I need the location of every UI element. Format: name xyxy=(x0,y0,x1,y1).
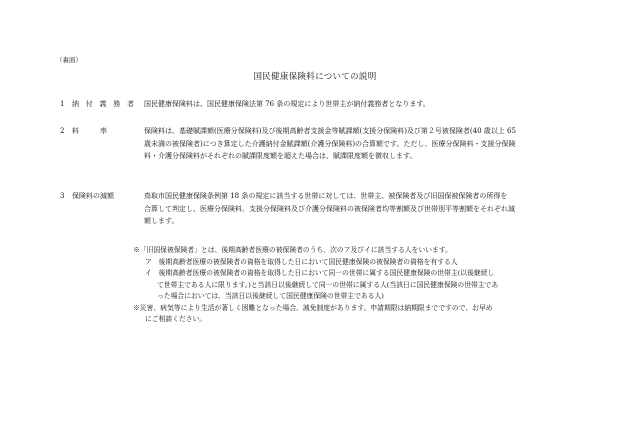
body-line: 料・介護分保険料がそれぞれの賦課限度額を超えた場合は、賦課限度額を徴収します。 xyxy=(144,152,417,160)
item-number: 2 xyxy=(60,127,65,135)
item-body xyxy=(144,125,624,163)
item-label: 納付義務者 xyxy=(72,100,134,108)
notes-section xyxy=(133,245,573,326)
page-side-tag: （裏面） xyxy=(56,56,82,64)
item-body xyxy=(144,190,624,228)
note-line: ア 後期高齢者医療の被保険者の資格を取得した日において国民健康保険の被保険者の資格を有する人 xyxy=(145,257,458,266)
item-number: 1 xyxy=(60,100,65,108)
body-line: 鳥取市国民健康保険条例第 18 条の規定に該当する世帯に対しては、世帯主、被保険者及び旧国保被保険者の所得を xyxy=(144,192,508,200)
note-line: にご相談ください。 xyxy=(145,315,207,323)
note-line: イ 後期高齢者医療の被保険者の資格を取得した日において同一の世帯に属する国民健康保険の世帯主(以後継続し xyxy=(145,269,495,277)
body-line: 保険料は、基礎賦課額(医療分保険料)及び後期高齢者支援金等賦課額(支援分保険料)及び第２号被保険者(40 歳以上 65 xyxy=(144,127,516,135)
body-line: 合算して判定し、医療分保険料、支援分保険料及び介護分保険料の被保険者均等割額及び世帯別平等割額をそれぞれ減 xyxy=(144,204,515,213)
note-line: ※災害、病気等により生活が著しく困難となった場合、減免制度があります。申請期限は納期限までですので、お早め xyxy=(133,303,493,312)
item-body xyxy=(144,98,624,111)
body-line: 国民健康保険料は、国民健康保険法第 76 条の規定により世帯主が納付義務者となります。 xyxy=(144,100,430,108)
note-line: った場合においては、当該日以後継続して国民健康保険の世帯主である人) xyxy=(157,292,384,300)
body-line: 歳未満の被保険者)につき算定した介護納付金賦課額(介護分保険料)の合算額です。ただし、医療分保険料・支援分保険 xyxy=(144,139,516,148)
body-line: 額します。 xyxy=(144,217,179,225)
page-title: 国民健康保険料についての説明 xyxy=(253,72,377,82)
note-line: ※「旧国保被保険者」とは、後期高齢者医療の被保険者のうち、次のア及びイに該当する人をいいます。 xyxy=(133,246,452,254)
item-label: 料 率 xyxy=(72,127,107,135)
item-label: 保険料の減額 xyxy=(72,192,114,200)
item-number: 3 xyxy=(60,192,65,200)
note-line: て世帯主である人に限ります。)と当該日以後継続して同一の世帯に属する人(当該日に国民健康保険の世帯主であ xyxy=(157,280,499,289)
